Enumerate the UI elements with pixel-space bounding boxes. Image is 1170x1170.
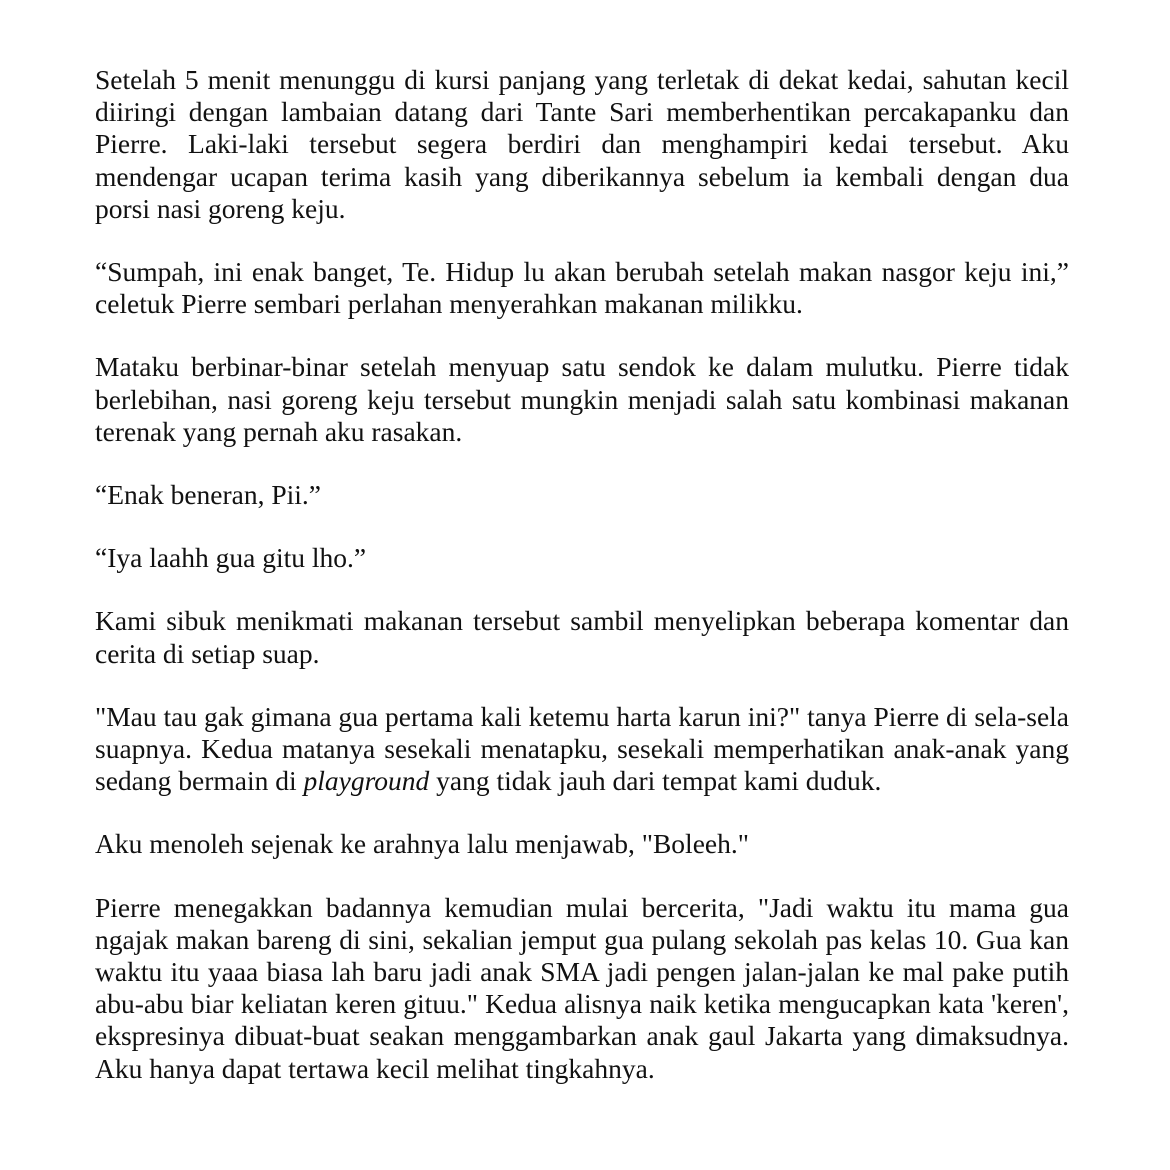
document-page	[95, 64, 1069, 1085]
paragraph	[95, 701, 1069, 798]
paragraph: Kami sibuk menikmati makanan tersebut sambil menyelipkan beberapa komentar dan cerita di setiap suap.	[95, 605, 1069, 669]
paragraph: Pierre menegakkan badannya kemudian mulai bercerita, "Jadi waktu itu mama gua ngajak makan bareng di sini, sekalian jemput gua pulang sekolah pas kelas 10. Gua kan waktu itu yaaa biasa lah baru jadi anak SMA jadi pengen jalan-jalan ke mal pake putih abu-abu biar keliatan keren gituu." Kedua alisnya naik ketika mengucapkan kata 'keren', ekspresinya dibuat-buat seakan menggambarkan anak gaul Jakarta yang dimaksudnya. Aku hanya dapat tertawa kecil melihat tingkahnya.	[95, 891, 1069, 1084]
paragraph: Mataku berbinar-binar setelah menyuap satu sendok ke dalam mulutku. Pierre tidak berlebihan, nasi goreng keju tersebut mungkin menjadi salah satu kombinasi makanan terenak yang pernah aku rasakan.	[95, 351, 1069, 447]
paragraph: “Sumpah, ini enak banget, Te. Hidup lu akan berubah setelah makan nasgor keju ini,” celetuk Pierre sembari perlahan menyerahkan makanan milikku.	[95, 256, 1069, 320]
paragraph-text: yang tidak jauh dari tempat kami duduk.	[429, 765, 882, 797]
paragraph: Aku menoleh sejenak ke arahnya lalu menjawab, "Boleeh."	[95, 828, 749, 860]
paragraph: Setelah 5 menit menunggu di kursi panjang yang terletak di dekat kedai, sahutan kecil diiringi dengan lambaian datang dari Tante Sari memberhentikan percakapanku dan Pierre. Laki-laki tersebut segera berdiri dan menghampiri kedai tersebut. Aku mendengar ucapan terima kasih yang diberikannya sebelum ia kembali dengan dua porsi nasi goreng keju.	[95, 64, 1069, 224]
dialogue-line: “Iya laahh gua gitu lho.”	[95, 542, 367, 574]
paragraph-text: "Mau tau gak gimana gua pertama kali ketemu harta karun ini?" tanya Pierre di sela-sela suapnya. Kedua matanya sesekali menatapku, sesekali memperhatikan anak-anak yang sedang bermain di	[95, 700, 1069, 797]
italic-term: playground	[303, 765, 430, 797]
dialogue-line: “Enak beneran, Pii.”	[95, 479, 322, 511]
